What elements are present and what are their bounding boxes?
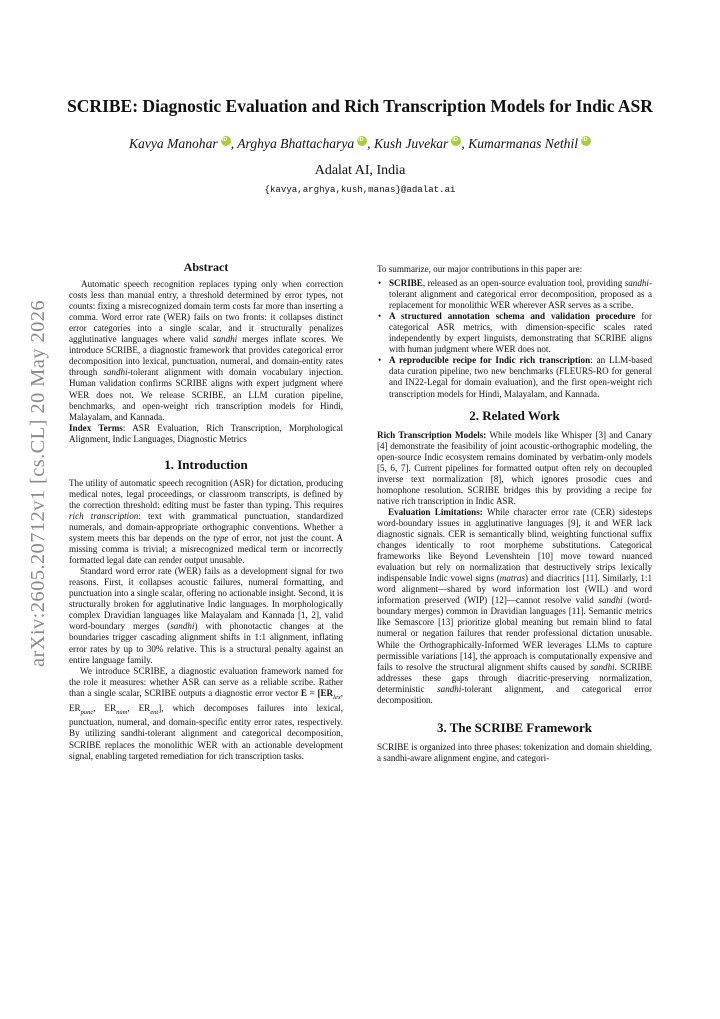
author-email[interactable]: {kavya,arghya,kush,manas}@adalat.ai [264,184,456,195]
author-name: Kavya Manohar [128,136,218,151]
section-heading-introduction: 1. Introduction [164,456,248,472]
intro-paragraph-3: We introduce SCRIBE, a diagnostic evaluation framework named for the role it measures: whether ASR can serve as a reliable scribe. Rather than a single scalar, SCRIBE outputs a diagnostic error vector $E = [ER_{lex}$, $ER_{punc}$, $ER_{num}$, $ER_{ent}$], which decomposes failures into lexical, punctuation, numeral, and domain-specific entity error rates, respectively. By utilizing sandhi-tolerant alignment and categorical decomposition, SCRIBE replaces the monolithic WER with an actionable development signal, enabling targeted remediation for rich transcription tasks. [69,665,344,761]
contributions-lead: To summarize, our major contributions in this paper are: [377,264,583,274]
paper-title: SCRIBE: Diagnostic Evaluation and Rich Transcription Models for Indic ASR [67,96,653,116]
contributions-list [377,278,652,400]
author-list: Kavya ManohariD , Arghya BhattacharyaiD , Kush JuvekariD , Kumarmanas NethiliD [40,136,680,152]
abstract-body: Automatic speech recognition replaces typing only when correction costs less than manual entry, a threshold determined by error types, not counts: fixing a misrecognized domain term costs far more than inserting a comma. Word error rate (WER) fails on two fronts: it collapses distinct error categories into a single scalar, and it structurally penalizes agglutinative languages where valid sandhi merges inflate scores. We introduce SCRIBE, a diagnostic framework that provides categorical error decomposition into lexical, punctuation, numeral, and domain-entity rates through sandhi-tolerant alignment with domain vocabulary injection. Human validation confirms SCRIBE aligns with expert judgment where WER does not. We release SCRIBE, an LLM curation pipeline, benchmarks, and open-weight rich transcription models for Hindi, Malayalam, and Kannada. [69,279,343,422]
orcid-icon[interactable] [357,136,367,146]
orcid-icon[interactable] [581,136,591,146]
framework-paragraph-1: SCRIBE is organized into three phases: tokenization and domain shielding, a sandhi-aware alignment engine, and categori- [377,741,652,763]
arxiv-stamp [12,195,56,675]
author-name: Kumarmanas Nethil [468,136,579,151]
section-heading-framework: 3. The SCRIBE Framework [436,719,593,735]
abstract-section [69,262,343,445]
affiliation: Adalat AI, India [314,163,406,178]
index-terms: Index Terms: ASR Evaluation, Rich Transcription, Morphological Alignment, Indic Languages, Diagnostic Metrics [69,422,343,444]
arxiv-id: arXiv:2605.20712v1 [cs.CL] 20 May 2026 [27,299,49,667]
contribution-item: • A reproducible recipe for Indic rich transcription: an LLM-based data curation pipeline, two new benchmarks (FLEURS-RO for general and IN22-Legal for domain evaluation), and the first open-weight rich transcription models for Hindi, Malayalam, and Kannada. [377,355,652,399]
right-column [377,264,652,764]
contribution-item: • SCRIBE, released as an open-source evaluation tool, providing sandhi-tolerant alignment and categorical error decomposition, proposed as a replacement for monolithic WER wherever ASR serves as a scribe. [377,278,652,311]
related-work-paragraph-2: Evaluation Limitations: While character error rate (CER) sidesteps word-boundary issues in agglutinative languages [9], it and WER lack diagnostic signals. CER is semantically blind, weighting functional suffix changes identically to root morpheme substitutions. Categorical frameworks like Beyond Levenshtein [10] move toward nuanced evaluation but rely on normalization that destructively strips lexically indispensable Indic vowel signs (matras) and diacritics [11]. Similarly, 1:1 word alignment—shared by word information lost (WIL) and word information preserved (WIP) [12]—cannot resolve valid sandhi (word-boundary merges) common in Dravidian languages [11]. Semantic metrics like Semascore [13] prioritize global meaning but remain blind to fatal numeral or negation failures that render professional dictation unusable. While the Orthographically-Informed WER leverages LLMs to capture permissible variations [14], the approach is computationally expensive and fails to resolve the structural alignment shifts caused by sandhi. SCRIBE addresses these gaps through diacritic-preserving normalization, deterministic sandhi-tolerant alignment, and categorical error decomposition. [377,506,653,705]
intro-paragraph-2: Standard word error rate (WER) fails as a development signal for two reasons. First, it collapses acoustic failures, numeral formatting, and punctuation into a single scalar, offering no actionable insight. Second, it is structurally broken for agglutinative Indic languages. In morphologically complex Dravidian languages like Malayalam and Kannada [1, 2], valid word-boundary merges (sandhi) with phonotactic changes at the boundaries trigger cascading alignment shifts in 1:1 alignment, inflating error rates by up to 30% relative. This is a structural penalty against an entire language family. [69,566,344,665]
related-work-paragraph-1: Rich Transcription Models: While models like Whisper [3] and Canary [4] demonstrate the feasibility of joint acoustic-orthographic modeling, the open-source Indic ecosystem remains dominated by verbatim-only models [5, 6, 7]. Current pipelines for formatted output often rely on decoupled inverse text normalization [8], which ignores prosodic cues and homophone resolution. SCRIBE bridges this by providing a recipe for native rich transcription in Indic ASR. [377,429,652,506]
author-name: Arghya Bhattacharya [237,136,355,151]
orcid-icon[interactable] [221,136,231,146]
orcid-icon[interactable] [451,136,461,146]
section-heading-related-work: 2. Related Work [469,407,560,423]
author-name: Kush Juvekar [373,136,449,151]
contribution-item: • A structured annotation schema and validation procedure for categorical ASR metrics, with dimension-specific scales rated independently by expert linguists, demonstrating that SCRIBE aligns with human judgment where WER does not. [377,311,652,355]
left-column [69,262,343,762]
abstract-heading: Abstract [183,260,229,274]
intro-paragraph-1: The utility of automatic speech recognition (ASR) for dictation, producing medical notes, legal proceedings, or classroom transcripts, is defined by the correction threshold: editing must be faster than typing. This requires rich transcription: text with grammatical punctuation, standardized numerals, and domain-appropriate orthographic conventions. Whether a system meets this bar depends on the type of error, not just the count. A missing comma is trivial; a misrecognized medical term or incorrectly formatted legal date can render output unusable. [69,477,343,566]
